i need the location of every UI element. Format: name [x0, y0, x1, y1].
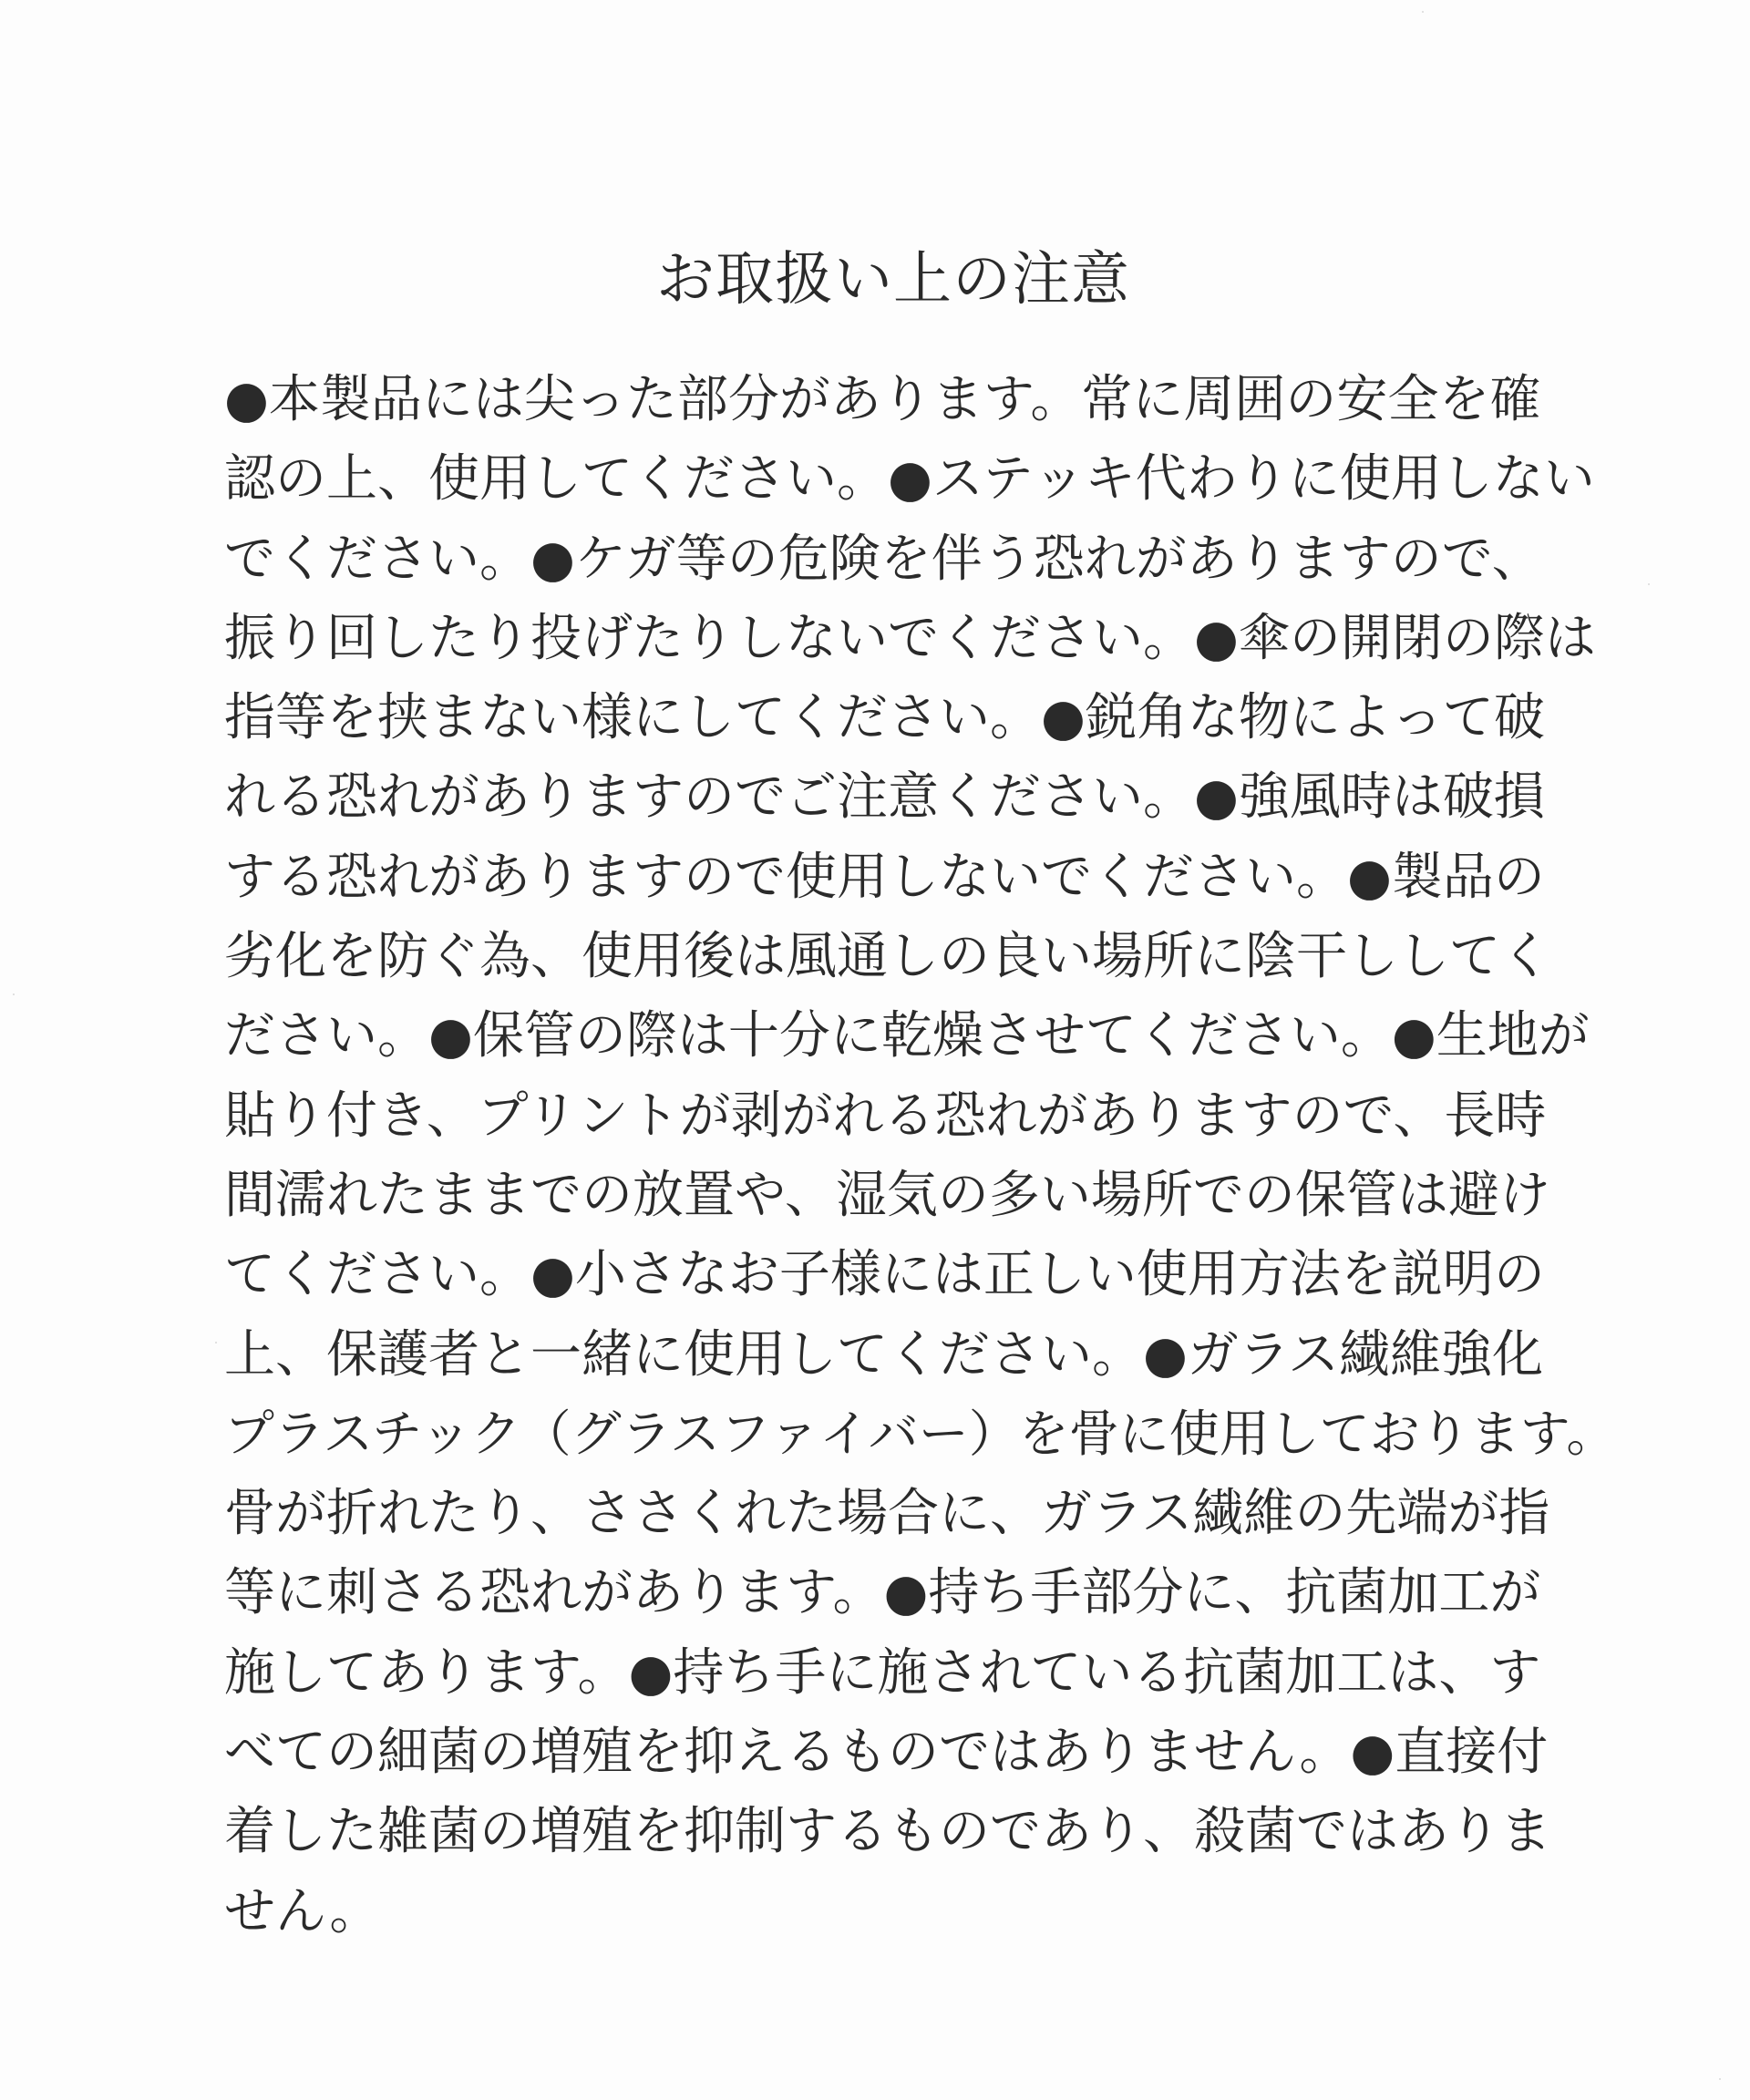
- scan-speck: [1648, 583, 1650, 585]
- caution-line: せん。: [224, 1881, 381, 1941]
- page-title: お取扱い上の注意: [656, 246, 1130, 314]
- caution-line: する恐れがありますので使用しないでください。●製品の: [224, 847, 1545, 907]
- scan-speck: [13, 993, 15, 995]
- caution-line: ●本製品には尖った部分があります。常に周囲の安全を確: [224, 370, 1541, 429]
- caution-line: べての細菌の増殖を抑えるものではありません。●直接付: [224, 1723, 1549, 1783]
- caution-line: 上、保護者と一緒に使用してください。●ガラス繊維強化: [224, 1324, 1544, 1385]
- caution-text-block: [224, 360, 1628, 1951]
- caution-line: でください。●ケガ等の危険を伴う恐れがありますので、: [224, 529, 1543, 589]
- caution-line: 振り回したり投げたりしないでください。●傘の開閉の際は: [224, 608, 1596, 668]
- caution-line: 劣化を防ぐ為、使用後は風通しの良い場所に陰干ししてく: [224, 927, 1551, 987]
- caution-line: 認の上、使用してください。●ステッキ代わりに使用しない: [224, 449, 1595, 510]
- caution-line: プラスチック（グラスファイバー）を骨に使用しております。: [224, 1404, 1617, 1463]
- caution-line: 指等を挟まない様にしてください。●鋭角な物によって破: [224, 688, 1545, 748]
- caution-line: れる恐れがありますのでご注意ください。●強風時は破損: [224, 767, 1545, 828]
- caution-line: ださい。●保管の際は十分に乾燥させてください。●生地が: [224, 1006, 1590, 1066]
- caution-line: 骨が折れたり、ささくれた場合に、ガラス繊維の先端が指: [224, 1484, 1550, 1544]
- caution-line: 施してあります。●持ち手に施されている抗菌加工は、す: [224, 1642, 1541, 1703]
- caution-line: 着した雑菌の増殖を抑制するものであり、殺菌ではありま: [224, 1802, 1551, 1862]
- caution-line: 貼り付き、プリントが剥がれる恐れがありますので、長時: [224, 1086, 1547, 1146]
- scan-speck: [1719, 2078, 1721, 2080]
- caution-line: 間濡れたままでの放置や、湿気の多い場所での保管は避け: [224, 1165, 1550, 1225]
- caution-line: てください。●小さなお子様には正しい使用方法を説明の: [224, 1245, 1545, 1305]
- scan-speck: [215, 1342, 217, 1343]
- caution-line: 等に刺さる恐れがあります。●持ち手部分に、抗菌加工が: [224, 1563, 1541, 1623]
- scan-speck: [1422, 11, 1424, 13]
